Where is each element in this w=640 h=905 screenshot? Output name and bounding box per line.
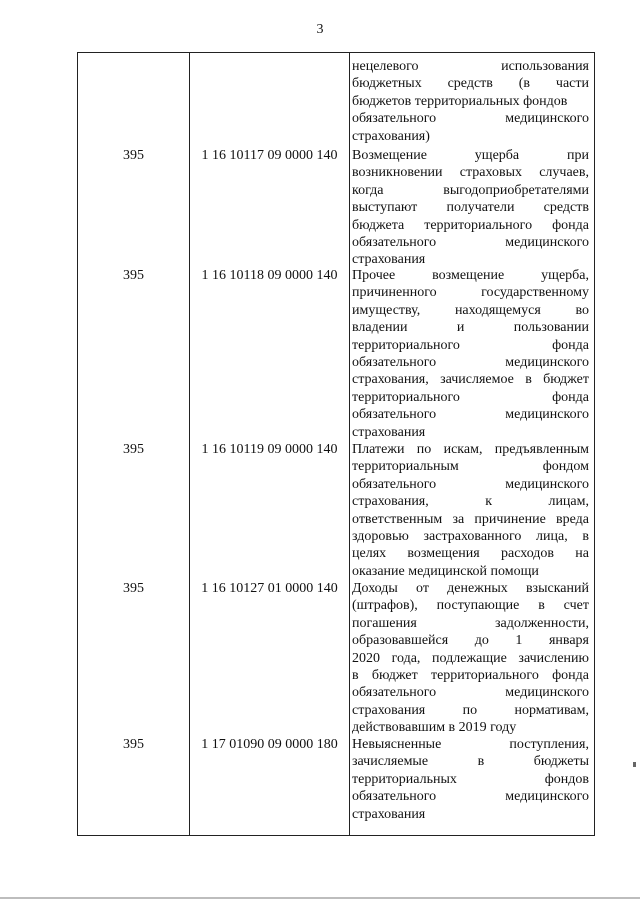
budget-code-cell: 1 16 10117 09 0000 140	[201, 148, 338, 163]
page-bottom-edge	[0, 897, 640, 899]
name-line: имуществу, находящемуся во	[352, 302, 589, 318]
name-cell	[352, 267, 589, 441]
name-cell	[352, 441, 589, 580]
scan-edge-mark	[633, 762, 636, 767]
admin-code-cell: 395	[123, 581, 144, 596]
name-line: территориальных фондов	[352, 771, 589, 787]
name-line: зачисляемые в бюджеты	[352, 754, 589, 770]
name-line: Возмещение ущерба при	[352, 148, 589, 163]
name-line: бюджета территориального фонда	[352, 217, 589, 233]
name-line: бюджетных средств (в части	[352, 76, 589, 92]
name-line: страхования, к лицам,	[352, 494, 589, 510]
name-line: (штрафов), поступающие в счет	[352, 598, 589, 614]
name-line: обязательного медицинского	[352, 111, 589, 127]
budget-code-cell: 1 17 01090 09 0000 180	[201, 737, 338, 752]
name-line: целях возмещения расходов на	[352, 546, 589, 562]
budget-code-cell: 1 16 10127 01 0000 140	[201, 581, 338, 596]
name-line: Невыясненные поступления,	[352, 737, 589, 752]
page-number: 3	[316, 22, 324, 37]
name-cell	[352, 580, 589, 737]
name-line: обязательного медицинского	[352, 685, 589, 701]
name-line: причиненного государственному	[352, 285, 589, 301]
name-line: Доходы от денежных взысканий	[352, 581, 589, 596]
name-line: обязательного медицинского	[352, 789, 589, 805]
name-line: обязательного медицинского	[352, 476, 589, 492]
name-line: оказание медицинской помощи	[352, 563, 539, 579]
name-line: обязательного медицинского	[352, 234, 589, 250]
name-cell	[352, 58, 589, 145]
name-line: в бюджет территориального фонда	[352, 667, 589, 683]
name-line: ответственным за причинение вреда	[352, 511, 589, 527]
name-line: территориального фонда	[352, 389, 589, 405]
name-line: Платежи по искам, предъявленным	[352, 442, 589, 457]
name-line: погашения задолженности,	[352, 615, 589, 631]
name-line: бюджетов территориальных фондов	[352, 93, 568, 109]
name-line: выступают получатели средств	[352, 200, 589, 216]
name-line: страхования)	[352, 128, 430, 144]
admin-code-cell: 395	[123, 148, 144, 163]
name-line: страхования	[352, 806, 426, 822]
name-cell	[352, 147, 589, 269]
name-line: страхования	[352, 252, 426, 268]
admin-code-cell: 395	[123, 737, 144, 752]
name-line: территориальным фондом	[352, 459, 589, 475]
name-line: территориального фонда	[352, 337, 589, 353]
name-line: владении и пользовании	[352, 320, 589, 336]
name-line: страхования, зачисляемое в бюджет	[352, 372, 589, 388]
budget-code-cell: 1 16 10119 09 0000 140	[201, 442, 338, 457]
name-line: обязательного медицинского	[352, 407, 589, 423]
name-line: 2020 года, подлежащие зачислению	[352, 650, 589, 666]
admin-code-cell: 395	[123, 442, 144, 457]
name-line: обязательного медицинского	[352, 354, 589, 370]
admin-code-cell: 395	[123, 268, 144, 283]
name-line: возникновении страховых случаев,	[352, 165, 589, 181]
name-line: Прочее возмещение ущерба,	[352, 268, 589, 283]
budget-codes-table	[77, 52, 595, 836]
column-divider-code	[349, 53, 350, 835]
name-line: страхования	[352, 424, 426, 440]
name-line: страхования по нормативам,	[352, 702, 589, 718]
budget-code-cell: 1 16 10118 09 0000 140	[201, 268, 338, 283]
name-line: здоровью застрахованного лица, в	[352, 528, 589, 544]
name-line: нецелевого использования	[352, 59, 589, 74]
name-cell	[352, 736, 589, 823]
name-line: когда выгодоприобретателями	[352, 182, 589, 198]
name-line: действовавшим в 2019 году	[352, 720, 517, 736]
name-line: образовавшейся до 1 января	[352, 633, 589, 649]
